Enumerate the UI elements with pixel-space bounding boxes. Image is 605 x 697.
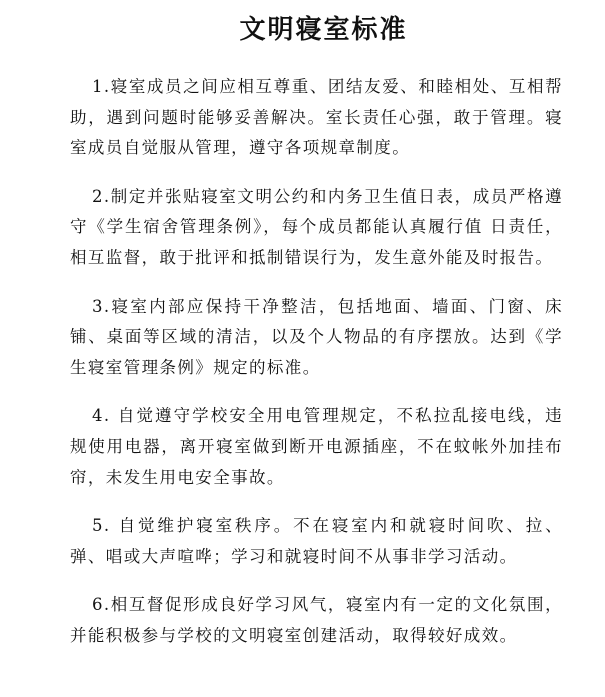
document-title: 文明寝室标准 (239, 15, 408, 45)
paragraph-3: 3.寝室内部应保持干净整洁，包括地面、墙面、门窗、床铺、桌面等区域的清洁，以及个人物品的有序摆放。达到《学生寝室管理条例》规定的标准。 (70, 296, 563, 377)
paragraph-4: 4. 自觉遵守学校安全用电管理规定，不私拉乱接电线，违规使用电器，离开寝室做到断开电源插座，不在蚊帐外加挂布帘，未发生用电安全事故。 (70, 406, 563, 487)
paragraph-6: 6.相互督促形成良好学习风气，寝室内有一定的文化氛围，并能积极参与学校的文明寝室创建活动，取得较好成效。 (70, 595, 563, 645)
paragraph-5: 5. 自觉维护寝室秩序。不在寝室内和就寝时间吹、拉、弹、唱或大声喧哗；学习和就寝时间不从事非学习活动。 (70, 516, 563, 566)
paragraph-2: 2.制定并张贴寝室文明公约和内务卫生值日表，成员严格遵守《学生宿舍管理条例》，每个成员都能认真履行值 日责任，相互监督，敢于批评和抵制错误行为，发生意外能及时报告。 (70, 186, 563, 267)
paragraph-1: 1.寝室成员之间应相互尊重、团结友爱、和睦相处、互相帮助，遇到问题时能够妥善解决。室长责任心强，敢于管理。寝室成员自觉服从管理，遵守各项规章制度。 (70, 77, 563, 158)
